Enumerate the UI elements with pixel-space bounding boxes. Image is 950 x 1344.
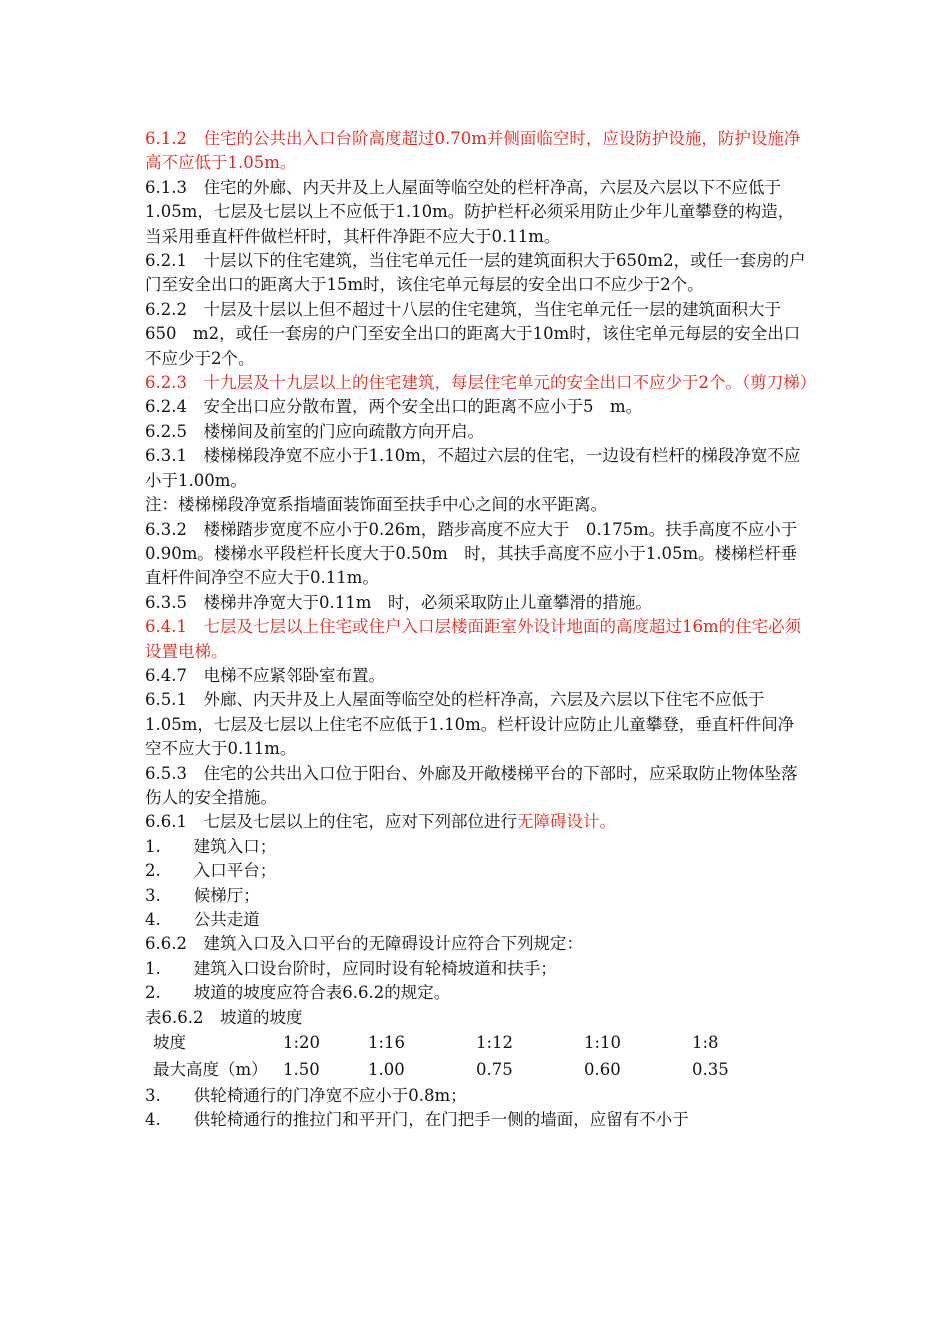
clause-list-continued [145, 1084, 810, 1133]
table-cell: 1:8 [692, 1033, 719, 1053]
clause-list [145, 127, 817, 1030]
clause-text: 1. 建筑入口设台阶时，应同时设有轮椅坡道和扶手； [145, 958, 557, 978]
clause-text: 4. 供轮椅通行的推拉门和平开门，在门把手一侧的墙面，应留有不小于 [145, 1110, 689, 1130]
clause-text: 6.5.1 外廊、内天井及上人屋面等临空处的栏杆净高，六层及六层以下住宅不应低于1.05m，七层及七层以上住宅不应低于1.10m。栏杆设计应防止儿童攀登，垂直杆件间净空不应大于0.11m。 [145, 690, 795, 759]
clause-paragraph [145, 444, 810, 493]
clause-paragraph [145, 884, 810, 908]
clause-text: 6.2.5 楼梯间及前室的门应向疏散方向开启。 [145, 421, 484, 441]
clause-paragraph [145, 493, 810, 517]
clause-text: 3. 供轮椅通行的门净宽不应小于0.8m； [145, 1086, 467, 1106]
clause-text: 表6.6.2 坡道的坡度 [145, 1007, 303, 1027]
document-body [145, 127, 817, 1133]
highlighted-text: 无障碍设计。 [516, 812, 616, 832]
clause-text: 6.6.1 七层及七层以上的住宅，应对下列部位进行 [145, 812, 517, 832]
clause-paragraph [145, 615, 810, 664]
clause-text: 注：楼梯梯段净宽系指墙面装饰面至扶手中心之间的水平距离。 [145, 495, 607, 515]
highlighted-text: 6.2.3 十九层及十九层以上的住宅建筑，每层住宅单元的安全出口不应少于2个。（剪刀梯） [145, 373, 817, 393]
clause-text: 6.4.7 电梯不应紧邻卧室布置。 [145, 665, 385, 685]
clause-paragraph [145, 1006, 810, 1030]
clause-text: 6.3.1 楼梯梯段净宽不应小于1.10m，不超过六层的住宅，一边设有栏杆的梯段净宽不应小于1.00m。 [145, 446, 801, 490]
table-cell: 0.35 [692, 1060, 729, 1080]
table-cell: 1:16 [368, 1033, 406, 1053]
slope-table [153, 1030, 772, 1084]
clause-text: 6.1.3 住宅的外廊、内天井及上人屋面等临空处的栏杆净高，六层及六层以下不应低于1.05m，七层及七层以上不应低于1.10m。防护栏杆必须采用防止少年儿童攀登的构造，当采用垂直杆件做栏杆时，其杆件净距不应大于0.11m。 [145, 177, 795, 246]
clause-paragraph [145, 810, 810, 834]
clause-paragraph [145, 371, 817, 395]
clause-text: 6.3.2 楼梯踏步宽度不应小于0.26m，踏步高度不应大于 0.175m。扶手高度不应小于0.90m。楼梯水平段栏杆长度大于0.50m 时，其扶手高度不应小于1.05m。楼梯栏杆垂直杆件间净空不应大于0.11m。 [145, 519, 798, 588]
clause-text: 2. 坡道的坡度应符合表6.6.2的规定。 [145, 983, 451, 1003]
clause-text: 2. 入口平台； [145, 861, 277, 881]
clause-paragraph [145, 1084, 810, 1108]
clause-paragraph [145, 249, 810, 298]
clause-text: 3. 候梯厅； [145, 885, 260, 905]
clause-paragraph [145, 664, 810, 688]
clause-paragraph [145, 1108, 810, 1132]
table-cell: 0.75 [476, 1060, 513, 1080]
table-cell: 0.60 [584, 1060, 621, 1080]
table-cell: 1:12 [476, 1033, 514, 1053]
clause-paragraph [145, 518, 810, 591]
clause-paragraph [145, 762, 810, 811]
clause-paragraph [145, 688, 810, 761]
highlighted-text: 6.4.1 [145, 617, 204, 637]
table-cell: 1:20 [283, 1033, 321, 1053]
clause-paragraph [145, 298, 810, 371]
table-row-header: 坡度 [153, 1033, 186, 1053]
clause-paragraph [145, 420, 810, 444]
clause-text: 6.2.1 十层以下的住宅建筑，当住宅单元任一层的建筑面积大于650m2，或任一套房的户门至安全出口的距离大于15m时，该住宅单元每层的安全出口不应少于2个。 [145, 251, 806, 295]
clause-paragraph [145, 981, 810, 1005]
clause-text: 6.2.4 安全出口应分散布置，两个安全出口的距离不应小于5 m。 [145, 397, 643, 417]
clause-text: 6.6.2 建筑入口及入口平台的无障碍设计应符合下列规定： [145, 934, 583, 954]
clause-paragraph [145, 908, 810, 932]
clause-text: 6.5.3 住宅的公共出入口位于阳台、外廊及开敞楼梯平台的下部时，应采取防止物体坠落伤人的安全措施。 [145, 763, 798, 807]
clause-paragraph [145, 395, 810, 419]
clause-paragraph [145, 835, 810, 859]
clause-paragraph [145, 859, 810, 883]
table-cell: 1.00 [368, 1060, 405, 1080]
clause-paragraph [145, 127, 810, 176]
table-row-header: 最大高度（m） [153, 1060, 268, 1080]
table-row [153, 1030, 772, 1057]
clause-text: 6.3.5 楼梯井净宽大于0.11m 时，必须采取防止儿童攀滑的措施。 [145, 592, 652, 612]
clause-paragraph [145, 932, 810, 956]
clause-text: 1. 建筑入口； [145, 836, 277, 856]
clause-text: 6.2.2 十层及十层以上但不超过十八层的住宅建筑，当住宅单元任一层的建筑面积大于650 m2，或任一套房的户门至安全出口的距离大于10m时，该住宅单元每层的安全出口不应少于2个。 [145, 299, 801, 368]
highlighted-text: 6.1.2 住宅的公共出入口台阶高度超过0.70m并侧面临空时，应设防护设施，防护设施净高不应低于1.05m。 [145, 129, 801, 173]
highlighted-text: 七层及七层以上住宅或住户入口层楼面距室外设计地面的高度超过16m的住宅必须设置电梯。 [145, 617, 802, 661]
clause-paragraph [145, 957, 810, 981]
table-cell: 1:10 [584, 1033, 622, 1053]
clause-text: 4. 公共走道 [145, 910, 260, 929]
table-cell: 1.50 [283, 1060, 320, 1080]
table-row [153, 1057, 772, 1084]
clause-paragraph [145, 176, 810, 249]
clause-paragraph [145, 591, 810, 615]
